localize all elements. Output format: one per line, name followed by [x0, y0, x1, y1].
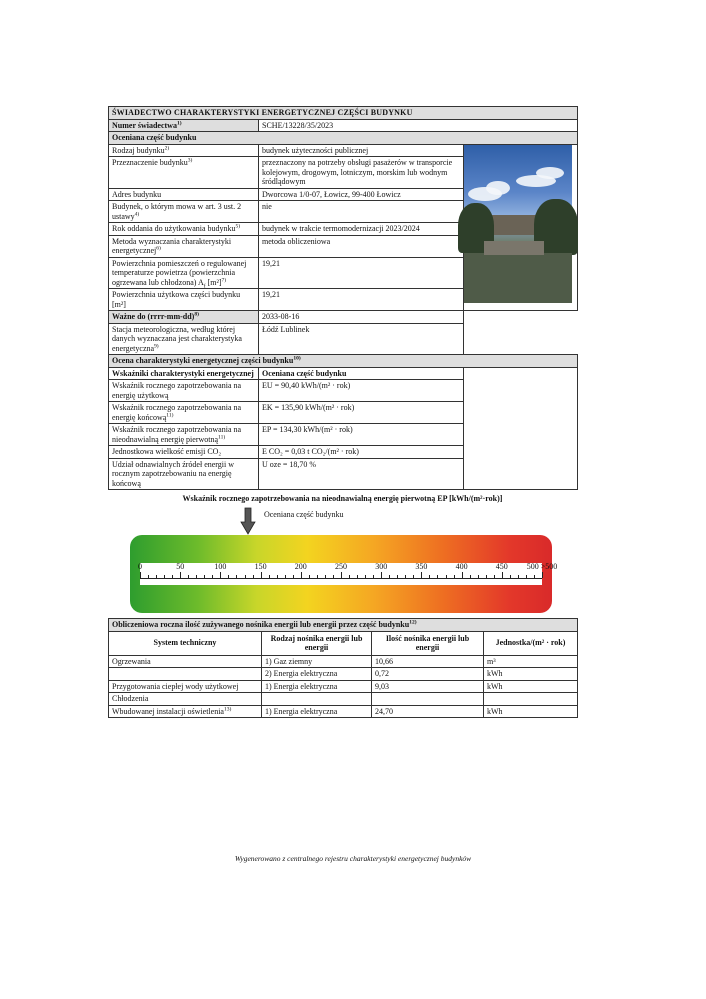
scale-tick-label: 350	[415, 562, 428, 571]
scale-minor-tick	[494, 575, 495, 578]
scale-minor-tick	[478, 575, 479, 578]
indicator-label: Wskaźnik rocznego zapotrzebowania na nieodnawialną energię pierwotną$^{11)}$	[109, 424, 259, 446]
usage-system: Przygotowania ciepłej wody użytkowej	[109, 680, 262, 693]
scale-tick-label: 200	[294, 562, 307, 571]
usage-header-carrier: Rodzaj nośnika energii lub energii	[262, 631, 372, 655]
row-label: Rok oddania do użytkowania budynku$^{5)}$	[109, 223, 259, 236]
row-label: Metoda wyznaczania charakterystyki energetycznej$^{6)}$	[109, 235, 259, 257]
usage-carrier: 1) Energia elektryczna	[262, 680, 372, 693]
scale-minor-tick	[277, 575, 278, 578]
row-value: 19,21	[259, 289, 464, 311]
scale-tick	[140, 572, 141, 578]
scale-axis	[140, 578, 542, 579]
table-row	[109, 705, 578, 718]
usage-amount: 9,03	[372, 680, 484, 693]
usage-header-unit: Jednostka/(m² · rok)	[484, 631, 578, 655]
usage-unit: kWh	[484, 680, 578, 693]
scale-minor-tick	[156, 575, 157, 578]
scale-minor-tick	[446, 575, 447, 578]
scale-minor-tick	[245, 575, 246, 578]
building-photo	[464, 145, 572, 303]
scale-minor-tick	[486, 575, 487, 578]
certificate	[108, 106, 577, 718]
scale-minor-tick	[333, 575, 334, 578]
row-label: Adres budynku	[109, 188, 259, 201]
table-row	[109, 693, 578, 706]
scale-minor-tick	[518, 575, 519, 578]
indicator-value: EK = 135,90 kWh/(m² · rok)	[259, 402, 464, 424]
energy-scale-bar	[130, 535, 558, 613]
indicator-value: E CO₂ = 0,03 t CO₂/(m² · rok)	[259, 446, 464, 459]
usage-unit: kWh	[484, 668, 578, 681]
indicators-header-right: Oceniana część budynku	[259, 367, 464, 380]
indicator-value: EU = 90,40 kWh/(m² · rok)	[259, 380, 464, 402]
cert-number-value: SCHE/13228/35/2023	[259, 119, 578, 132]
scale-tick-label: 50	[176, 562, 185, 571]
row-value: metoda obliczeniowa	[259, 235, 464, 257]
scale-minor-tick	[228, 575, 229, 578]
indicator-label: Jednostkowa wielkość emisji CO₂	[109, 446, 259, 459]
weather-station-label: Stacja meteorologiczna, według której danych wyznaczana jest charakterystyka energetyczna$^{9)}$	[109, 323, 259, 355]
indicator-label: Wskaźnik rocznego zapotrzebowania na energię użytkową	[109, 380, 259, 402]
scale-tick	[301, 572, 302, 578]
marker-label: Oceniana część budynku	[263, 510, 344, 519]
scale-tick	[261, 572, 262, 578]
scale-minor-tick	[365, 575, 366, 578]
building-photo-cell	[464, 144, 578, 311]
scale-tick-label: 100	[214, 562, 227, 571]
row-value: budynek użyteczności publicznej	[259, 144, 464, 157]
scale-minor-tick	[389, 575, 390, 578]
scale-minor-tick	[285, 575, 286, 578]
scale-minor-tick	[437, 575, 438, 578]
scale-minor-tick	[526, 575, 527, 578]
indicators-header-left: Wskaźniki charakterystyki energetycznej	[109, 367, 259, 380]
scale-minor-tick	[534, 575, 535, 578]
scale-tick	[542, 572, 543, 578]
row-label: Budynek, o którym mowa w art. 3 ust. 2 ustawy$^{4)}$	[109, 201, 259, 223]
usage-table	[108, 618, 578, 718]
row-label: Powierzchnia użytkowa części budynku [m²]	[109, 289, 259, 311]
scale-tick	[220, 572, 221, 578]
row-label: Przeznaczenie budynku$^{3)}$	[109, 157, 259, 189]
row-value: budynek w trakcie termomodernizacji 2023/2024	[259, 223, 464, 236]
usage-amount: 10,66	[372, 655, 484, 668]
scale-minor-tick	[454, 575, 455, 578]
usage-amount: 24,70	[372, 705, 484, 718]
usage-unit	[484, 693, 578, 706]
certificate-header-table	[108, 106, 578, 490]
scale-tick-label: 500 >500	[526, 562, 558, 571]
scale-minor-tick	[204, 575, 205, 578]
usage-unit: m³	[484, 655, 578, 668]
scale-minor-tick	[236, 575, 237, 578]
scale-tick-label: 400	[455, 562, 468, 571]
scale-minor-tick	[212, 575, 213, 578]
scale-tick	[462, 572, 463, 578]
scale-tick	[381, 572, 382, 578]
table-row	[109, 655, 578, 668]
usage-system: Chłodzenia	[109, 693, 262, 706]
table-row	[109, 668, 578, 681]
row-value: nie	[259, 201, 464, 223]
usage-amount	[372, 693, 484, 706]
scale-minor-tick	[397, 575, 398, 578]
indicator-value: U oze = 18,70 %	[259, 458, 464, 490]
table-row	[109, 680, 578, 693]
scale-tick	[341, 572, 342, 578]
usage-title: Obliczeniowa roczna ilość zużywanego nośnika energii lub energii przez część budynku$^{12)}$	[109, 619, 578, 632]
section-assessed: Oceniana część budynku	[109, 132, 578, 145]
scale-minor-tick	[164, 575, 165, 578]
scale-minor-tick	[405, 575, 406, 578]
usage-header-system: System techniczny	[109, 631, 262, 655]
scale-minor-tick	[293, 575, 294, 578]
scale-tick-label: 0	[138, 562, 142, 571]
usage-carrier: 1) Energia elektryczna	[262, 705, 372, 718]
indicator-value: EP = 134,30 kWh/(m² · rok)	[259, 424, 464, 446]
scale-minor-tick	[510, 575, 511, 578]
energy-scale	[108, 506, 577, 618]
scale-tick	[180, 572, 181, 578]
scale-tick-label: 150	[254, 562, 267, 571]
scale-minor-tick	[148, 575, 149, 578]
scale-tick	[502, 572, 503, 578]
scale-title: Wskaźnik rocznego zapotrzebowania na nieodnawialną energię pierwotną EP [kWh/(m²·rok)]	[182, 494, 503, 503]
scale-tick-label: 250	[335, 562, 347, 571]
scale-minor-tick	[357, 575, 358, 578]
scale-minor-tick	[196, 575, 197, 578]
row-value: 19,21	[259, 257, 464, 289]
indicator-label: Udział odnawialnych źródeł energii w rocznym zapotrzebowaniu na energię końcową	[109, 458, 259, 490]
usage-amount: 0,72	[372, 668, 484, 681]
scale-minor-tick	[325, 575, 326, 578]
usage-system: Ogrzewania	[109, 655, 262, 668]
indicator-label: Wskaźnik rocznego zapotrzebowania na energię końcową$^{11)}$	[109, 402, 259, 424]
row-label: Rodzaj budynku$^{2)}$	[109, 144, 259, 157]
valid-until-value: 2033-08-16	[259, 311, 464, 324]
cert-number-label: Numer świadectwa$^{1)}$	[109, 119, 259, 132]
marker-arrow-icon	[241, 508, 255, 534]
usage-carrier: 2) Energia elektryczna	[262, 668, 372, 681]
usage-system: Wbudowanej instalacji oświetlenia$^{13)}$	[109, 705, 262, 718]
usage-system	[109, 668, 262, 681]
scale-minor-tick	[373, 575, 374, 578]
scale-minor-tick	[413, 575, 414, 578]
scale-minor-tick	[172, 575, 173, 578]
valid-until-label: Ważne do (rrrr-mm-dd)$^{8)}$	[109, 311, 259, 324]
scale-tick-label: 300	[375, 562, 388, 571]
scale-minor-tick	[429, 575, 430, 578]
usage-header-amount: Ilość nośnika energii lub energii	[372, 631, 484, 655]
row-value: przeznaczony na potrzeby obsługi pasażerów w transporcie kolejowym, drogowym, lotniczym, morskim lub wodnym śródlądowym	[259, 157, 464, 189]
footer-note: Wygenerowano z centralnego rejestru charakterystyki energetycznej budynków	[234, 854, 472, 863]
usage-carrier	[262, 693, 372, 706]
scale-tick-label: 450	[495, 562, 508, 571]
scale-tick	[421, 572, 422, 578]
section-rating: Ocena charakterystyki energetycznej części budynku$^{10)}$	[109, 355, 578, 368]
scale-minor-tick	[470, 575, 471, 578]
certificate-title: ŚWIADECTWO CHARAKTERYSTYKI ENERGETYCZNEJ CZĘŚCI BUDYNKU	[109, 107, 578, 120]
scale-minor-tick	[269, 575, 270, 578]
scale-minor-tick	[188, 575, 189, 578]
weather-station-value: Łódź Lublinek	[259, 323, 464, 355]
row-value: Dworcowa 1/0-07, Łowicz, 99-400 Łowicz	[259, 188, 464, 201]
scale-minor-tick	[309, 575, 310, 578]
scale-minor-tick	[349, 575, 350, 578]
usage-unit: kWh	[484, 705, 578, 718]
usage-carrier: 1) Gaz ziemny	[262, 655, 372, 668]
scale-minor-tick	[253, 575, 254, 578]
scale-minor-tick	[317, 575, 318, 578]
row-label: Powierzchnia pomieszczeń o regulowanej temperaturze powietrza (powierzchnia ogrzewana lub chłodzona) $A_f$ $[m^2]^{7)}$	[109, 257, 259, 289]
